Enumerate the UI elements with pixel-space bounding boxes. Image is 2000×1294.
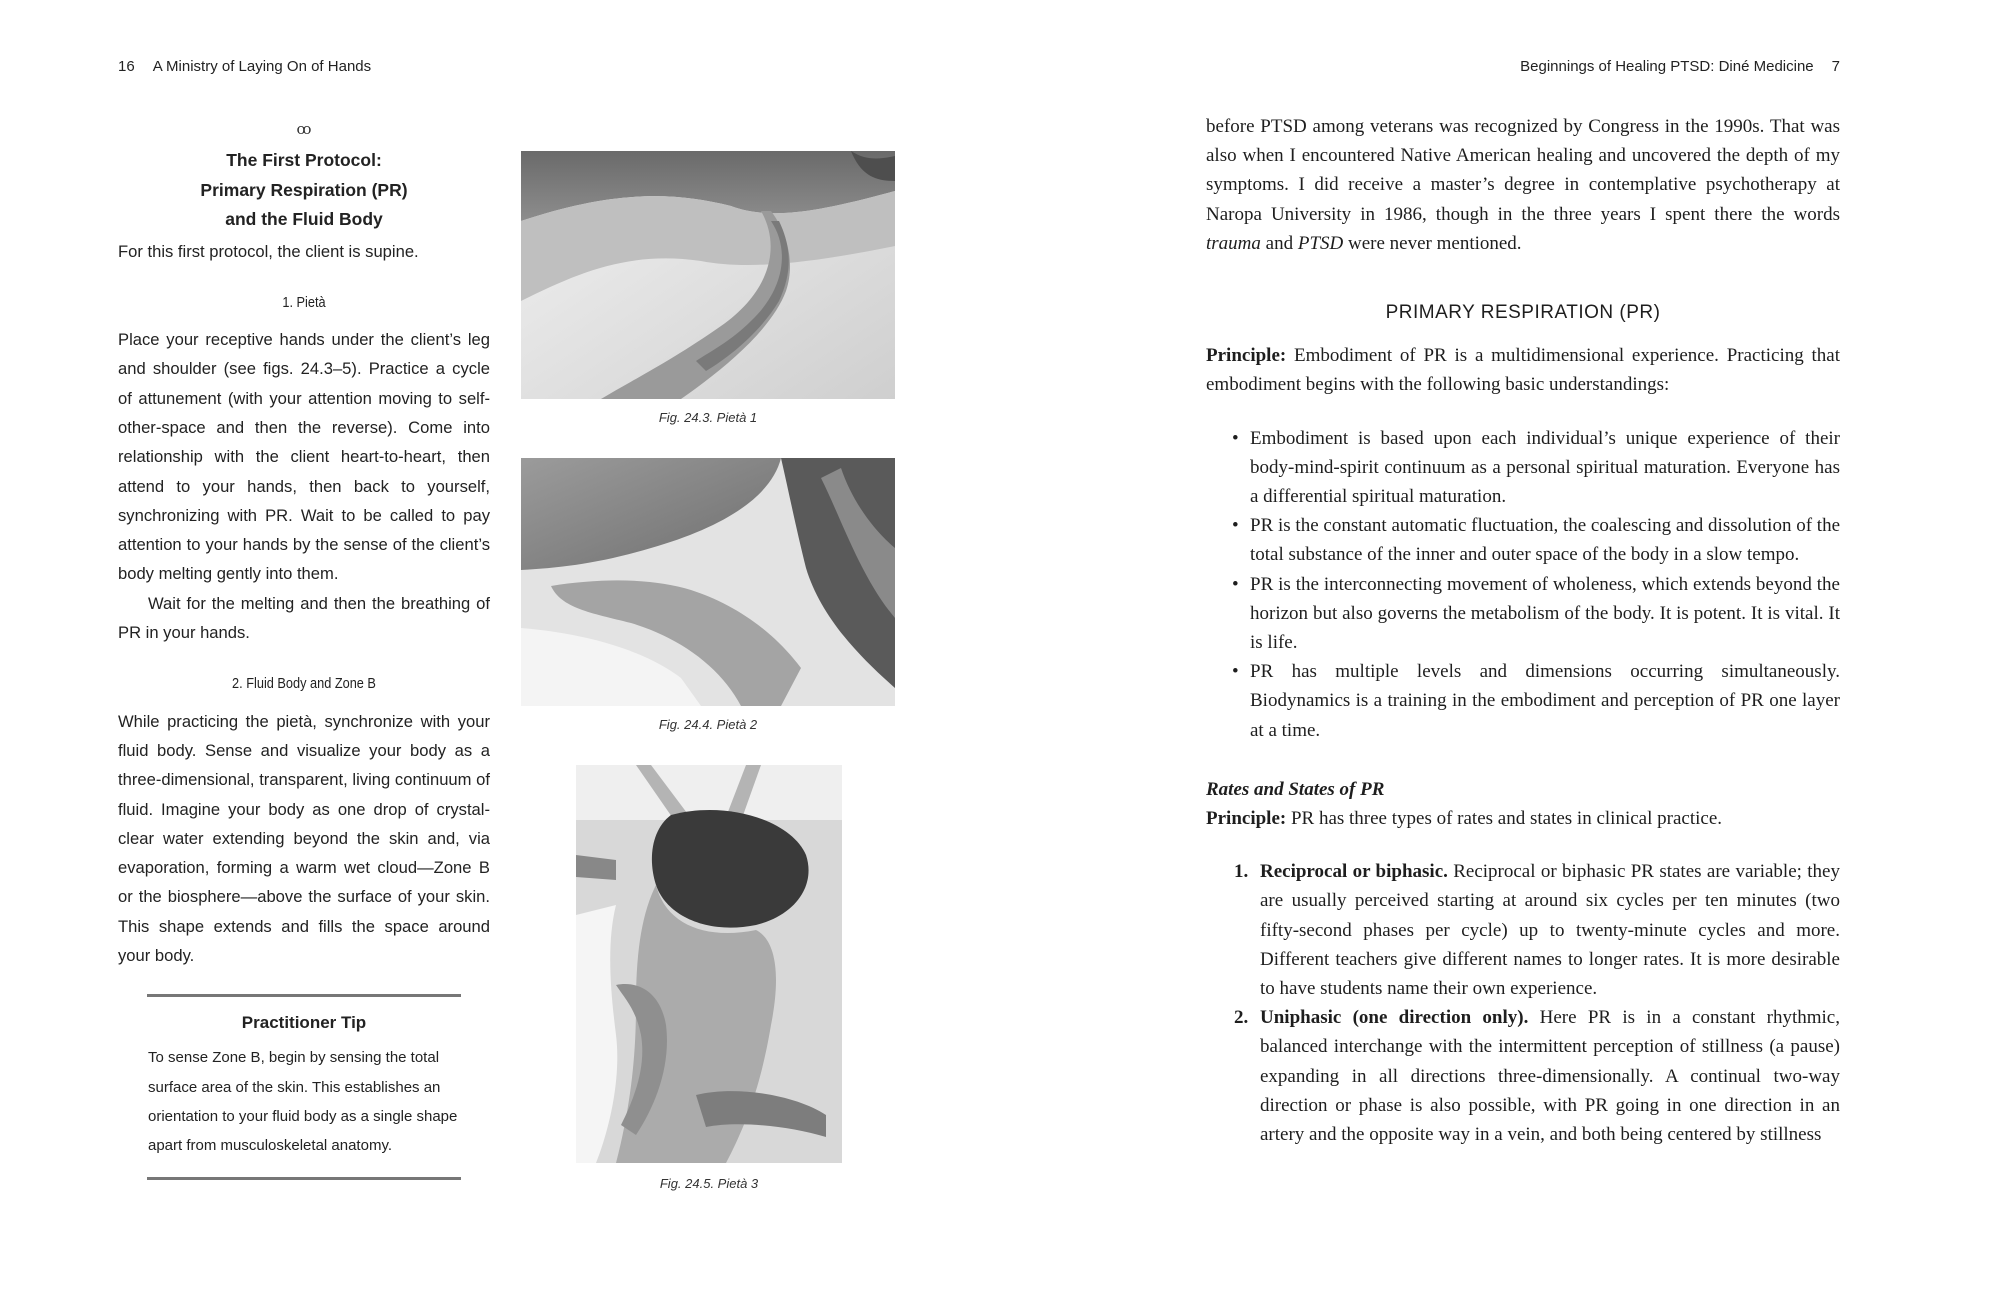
list-item: • Embodiment is based upon each individual’s unique experience of their body-mind-spirit continuum as a personal spiritual maturation. Everyone has a differential spiritual maturation. [1232,424,1840,512]
figure-pieta-1-photo [521,151,895,399]
left-running-title: A Ministry of Laying On of Hands [152,58,372,75]
pieta-3-image-icon [576,765,842,1163]
ornament-icon: ꝏ [296,120,312,138]
list-item: • PR is the interconnecting movement of wholeness, which extends beyond the horizon but also governs the metabolism of the body. It is potent. It is vital. It is life. [1232,570,1840,658]
tip-body: To sense Zone B, begin by sensing the total surface area of the skin. This establishes an orientation to your fluid body as a single shape apart from musculoskeletal anatomy. [148,1049,458,1155]
practitioner-tip-box [147,994,461,1179]
section-heading-pieta: 1. Pietà [282,293,326,311]
section-heading-primary-respiration: PRIMARY RESPIRATION (PR) [1385,302,1661,324]
pieta-paragraph-2: Wait for the melting and then the breathing of PR in your hands. [118,593,490,643]
figure-caption-2: Fig. 24.4. Pietà 2 [658,717,758,732]
understandings-list [1206,424,1840,745]
tip-title: Practitioner Tip [241,1013,367,1033]
principle-2: Principle: PR has three types of rates and states in clinical practice. [1206,808,1722,830]
right-running-head [1520,58,1840,75]
fluid-body-paragraph: While practicing the pietà, synchronize with your fluid body. Sense and visualize your body as a three-dimensional, transparent, living continuum of fluid. Imagine your body as one drop of crystal-clear water extending beyond the skin and, via evaporation, forming a warm wet cloud—Zone B or the biosphere—above the surface of your skin. This shape extends and fills the space around your body. [118,711,490,966]
figure-pieta-2-photo [521,458,895,706]
section-heading-fluid-body: 2. Fluid Body and Zone B [232,675,376,693]
list-item: • PR is the constant automatic fluctuation, the coalescing and dissolution of the total substance of the inner and outer space of the body in a slow tempo. [1232,511,1840,569]
left-page-number: 16 [118,58,135,75]
rates-list [1206,857,1840,1149]
pieta-2-image-icon [521,458,895,706]
right-text-column [1206,112,1840,1149]
intro-text: For this first protocol, the client is supine. [118,241,419,261]
right-page-number: 7 [1831,58,1840,75]
list-item: • PR has multiple levels and dimensions occurring simultaneously. Biodynamics is a training in the embodiment and perception of PR one layer at a time. [1232,657,1840,745]
protocol-title: The First Protocol: Primary Respiration (PR) and the Fluid Body [200,150,408,229]
right-page [1000,0,2000,1294]
principle-1: Principle: Embodiment of PR is a multidimensional experience. Practicing that embodiment begins with the following basic understandings: [1206,345,1840,396]
list-item: 2. Uniphasic (one direction only). Here PR is in a constant rhythmic, balanced interchange with the intermittent perception of stillness (a pause) expanding in all directions three-dimensionally. A continual two-way direction or phase is also possible, with PR going in one direction in an artery and the opposite way in a vein, and both being centered by stillness [1234,1007,1840,1146]
figure-pieta-3-photo [576,765,842,1163]
figure-caption-1: Fig. 24.3. Pietà 1 [658,410,758,425]
right-running-title: Beginnings of Healing PTSD: Diné Medicine [1520,58,1814,75]
subheading-rates-states: Rates and States of PR [1206,778,1385,800]
pieta-1-image-icon [521,151,895,399]
left-running-head [118,58,371,75]
left-text-column [118,118,490,1180]
opening-paragraph: before PTSD among veterans was recognized by Congress in the 1990s. That was also when I encountered Native American healing and uncovered the depth of my symptoms. I did receive a master’s degree in contemplative psychotherapy at Naropa University in 1986, though in the three years I spent there the words trauma and PTSD were never mentioned. [1206,116,1840,254]
figure-caption-3: Fig. 24.5. Pietà 3 [659,1176,759,1191]
pieta-paragraph-1: Place your receptive hands under the client’s leg and shoulder (see figs. 24.3–5). Practice a cycle of attunement (with your attention moving to self-other-space and then the reverse). Come into relationship with the client heart-to-heart, then attend to your hands, then back to yourself, synchronizing with PR. Wait to be called to pay attention to your hands by the sense of the client’s body melting gently into them. [118,330,490,584]
list-item: 1. Reciprocal or biphasic. Reciprocal or biphasic PR states are variable; they are usually perceived starting at around six cycles per ten minutes (two fifty-second phases per cycle) up to twenty-minute cycles and more. Different teachers give different names to longer rates. It is more desirable to have students name their own experience. [1234,861,1840,1000]
